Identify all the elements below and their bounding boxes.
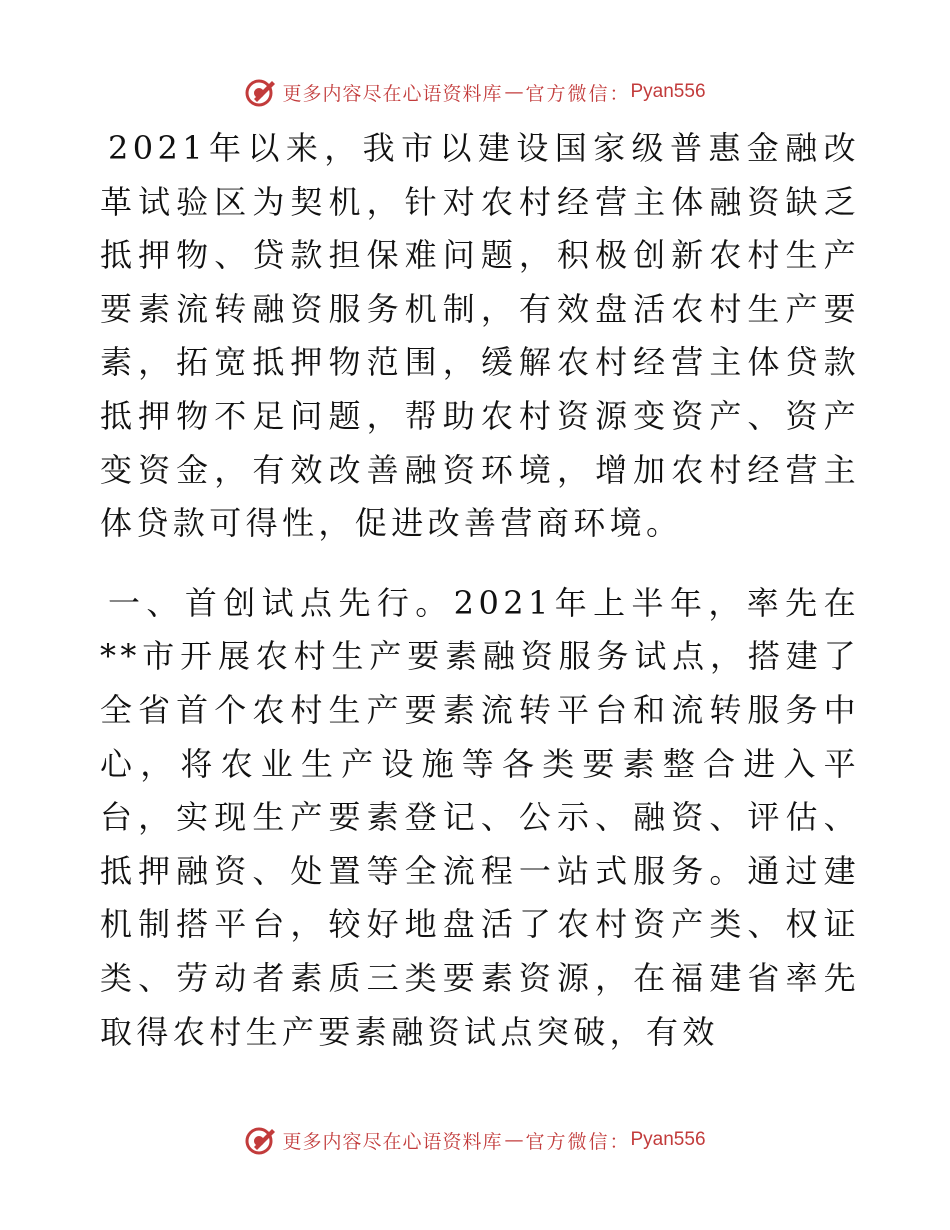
header-wechat-label: 官方微信： (525, 82, 631, 105)
document-body (100, 122, 860, 1059)
pen-logo-icon (244, 1123, 278, 1157)
body-paragraph-intro: 2021年以来，我市以建设国家级普惠金融改革试验区为契机，针对农村经营主体融资缺乏抵押物、贷款担保难问题，积极创新农村生产要素流转融资服务机制，有效盘活农村生产要素，拓宽抵押物范围，缓解农村经营主体贷款抵押物不足问题，帮助农村资源变资产、资产变资金，有效改善融资环境，增加农村经营主体贷款可得性，促进改善营商环境。 (100, 129, 860, 543)
header-separator: — (504, 81, 524, 103)
footer-separator: — (504, 1129, 524, 1151)
body-paragraph-section-one: 一、首创试点先行。2021年上半年，率先在**市开展农村生产要素融资服务试点，搭建了全省首个农村生产要素流转平台和流转服务中心，将农业生产设施等各类要素整合进入平台，实现生产要素登记、公示、融资、评估、抵押融资、处置等全流程一站式服务。通过建机制搭平台，较好地盘活了农村资产类、权证类、劳动者素质三类要素资源，在福建省率先取得农村生产要素融资试点突破，有效 (100, 583, 860, 1051)
footer-wechat-id: Pyan556 (630, 1129, 706, 1150)
footer-site-text: 更多内容尽在心语资料库 (282, 1130, 503, 1153)
footer-watermark-banner (0, 1120, 950, 1160)
header-wechat-id: Pyan556 (630, 81, 706, 102)
pen-logo-icon (244, 75, 278, 109)
header-watermark-banner (0, 72, 950, 112)
footer-wechat-label: 官方微信： (525, 1130, 631, 1153)
header-site-text: 更多内容尽在心语资料库 (282, 82, 503, 105)
